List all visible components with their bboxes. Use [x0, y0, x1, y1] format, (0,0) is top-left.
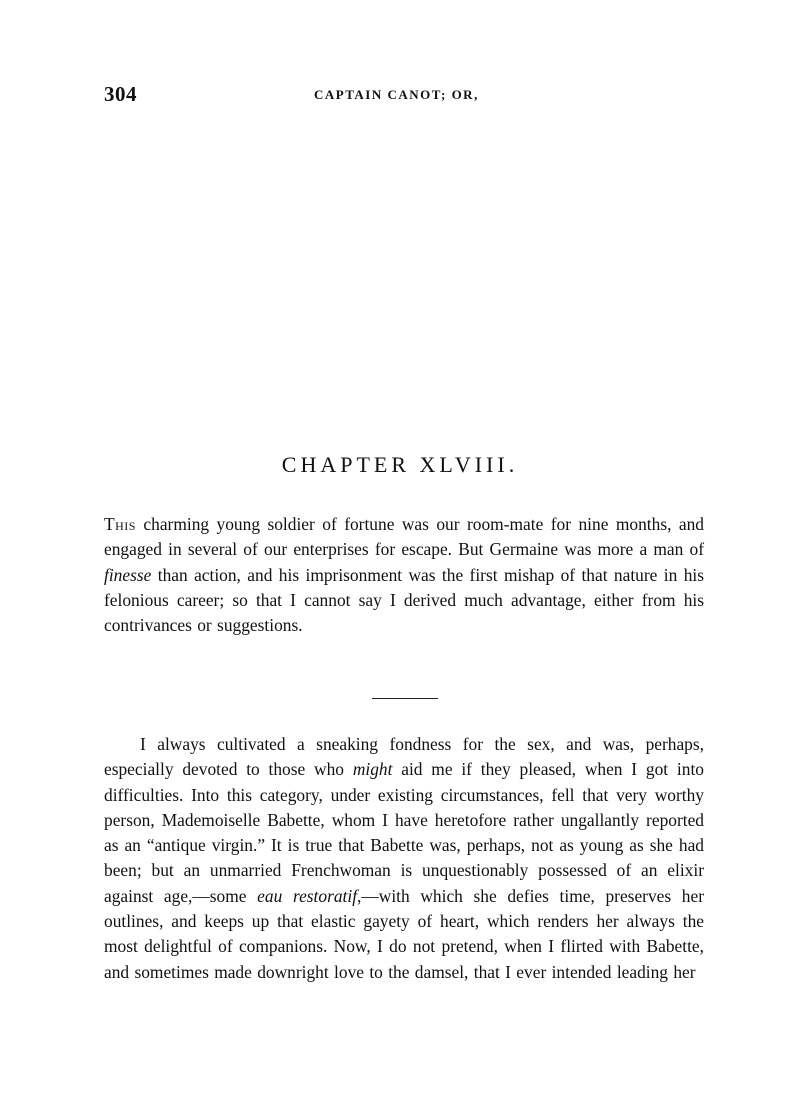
running-title: CAPTAIN CANOT; OR, — [314, 87, 479, 102]
paragraph-2 — [104, 732, 704, 985]
paragraph-text: charming young soldier of fortune was our room-mate for nine months, and engaged in several of our enterprises for escape. But Germaine was more a man of — [104, 514, 704, 560]
running-head — [104, 82, 704, 112]
paragraph-text: I always cultivated a sneaking fondness for the sex, and was, perhaps, especially devoted to those who — [104, 734, 704, 780]
paragraph-text: aid me if they pleased, when I got into difficulties. Into this category, under existing circumstances, fell that very worthy person, Mademoiselle Babette, whom I have heretofore rather ungallantly reported as an “antique virgin.” It is true that Babette was, perhaps, not as young as she had been; but an unmarried Frenchwoman is unquestionably possessed of an elixir against age,—some — [104, 759, 704, 906]
paragraph-text: than action, and his imprisonment was the first mishap of that nature in his felonious career; so that I cannot say I derived much advantage, either from his contrivances or suggestions. — [104, 564, 704, 636]
section-divider-rule — [372, 698, 438, 699]
italic-term: finesse — [104, 564, 152, 585]
italic-term: might — [352, 759, 393, 780]
paragraph-1 — [104, 512, 704, 638]
italic-term: eau restoratif — [257, 885, 358, 906]
paragraph-lead-small-caps: This — [104, 514, 136, 534]
page-number: 304 — [104, 82, 137, 106]
chapter-heading: CHAPTER XLVIII. — [281, 452, 519, 477]
paragraph-text: ,—with which she defies time, preserves her outlines, and keeps up that elastic gayety of heart, which renders her always the most delightful of companions. Now, I do not pretend, when I flirted with Babette, and sometimes made downright love to the damsel, that I ever intended leading her — [104, 885, 704, 982]
